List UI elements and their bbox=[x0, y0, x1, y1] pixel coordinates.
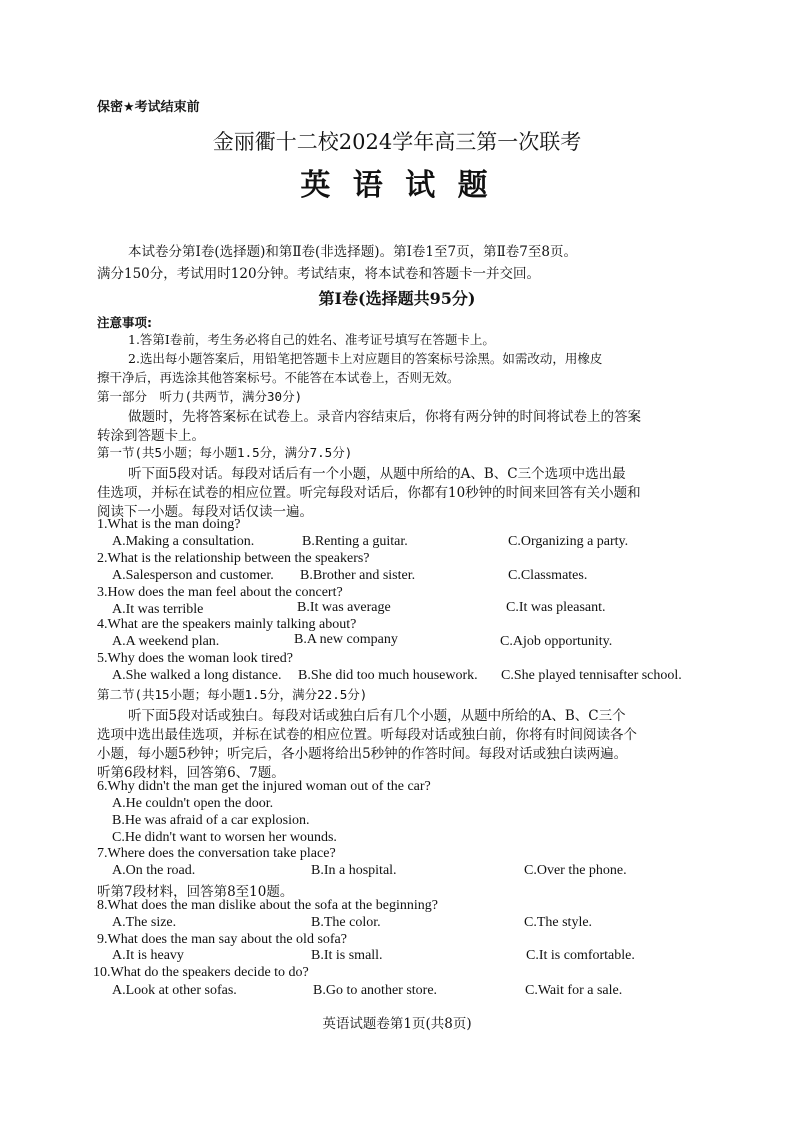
question-2-option-c: C.Classmates. bbox=[508, 568, 588, 583]
question-3-option-a: A.It was terrible bbox=[112, 602, 204, 617]
confidential-label: 保密★考试结束前 bbox=[97, 100, 200, 115]
question-5-stem: 5.Why does the woman look tired? bbox=[97, 651, 293, 666]
question-9-stem: 9.What does the man say about the old sofa? bbox=[97, 932, 347, 947]
question-6-option-a: A.He couldn't open the door. bbox=[112, 796, 274, 811]
question-2-option-a: A.Salesperson and customer. bbox=[112, 568, 274, 583]
subject-title: 英 语 试 题 bbox=[300, 168, 494, 203]
question-4-option-a: A.A weekend plan. bbox=[112, 634, 220, 649]
material-6-instruction: 听第6段材料，回答第6、7题。 bbox=[97, 765, 285, 781]
question-7-option-c: C.Over the phone. bbox=[524, 863, 627, 878]
page-footer: 英语试题卷第1页(共8页) bbox=[322, 1016, 472, 1032]
question-9-option-b: B.It is small. bbox=[311, 948, 383, 963]
question-7-stem: 7.Where does the conversation take place? bbox=[97, 846, 336, 861]
question-5-option-b: B.She did too much housework. bbox=[298, 668, 478, 683]
notes-item-2-line-1: 2.选出每小题答案后，用铅笔把答题卡上对应题目的答案标号涂黑。如需改动，用橡皮 bbox=[128, 351, 603, 366]
question-4-option-b: B.A new company bbox=[294, 632, 398, 647]
intro-line-2: 满分150分，考试用时120分钟。考试结束，将本试卷和答题卡一并交回。 bbox=[97, 266, 541, 282]
part1-desc-line-1: 做题时，先将答案标在试卷上。录音内容结束后，你将有两分钟的时间将试卷上的答案 bbox=[128, 409, 641, 425]
question-7-option-b: B.In a hospital. bbox=[311, 863, 397, 878]
question-10-option-b: B.Go to another store. bbox=[313, 983, 438, 998]
question-1-stem: 1.What is the man doing? bbox=[97, 517, 241, 532]
question-3-option-c: C.It was pleasant. bbox=[506, 600, 606, 615]
notes-heading: 注意事项: bbox=[97, 315, 152, 330]
question-8-option-b: B.The color. bbox=[311, 915, 381, 930]
question-8-option-a: A.The size. bbox=[112, 915, 177, 930]
section2-heading: 第二节(共15小题；每小题1.5分，满分22.5分) bbox=[97, 687, 368, 702]
question-10-stem: 10.What do the speakers decide to do? bbox=[93, 965, 309, 980]
question-5-option-c: C.She played tennisafter school. bbox=[501, 668, 682, 683]
question-6-stem: 6.Why didn't the man get the injured woman out of the car? bbox=[97, 779, 431, 794]
question-8-option-c: C.The style. bbox=[524, 915, 593, 930]
question-3-option-b: B.It was average bbox=[297, 600, 391, 615]
question-4-stem: 4.What are the speakers mainly talking about? bbox=[97, 617, 357, 632]
section1-desc-line-2: 佳选项，并标在试卷的相应位置。听完每段对话后，你都有10秒钟的时间来回答有关小题和 bbox=[97, 485, 641, 501]
question-6-option-b: B.He was afraid of a car explosion. bbox=[112, 813, 310, 828]
section2-desc-line-2: 选项中选出最佳选项，并标在试卷的相应位置。听每段对话或独白前，你将有时间阅读各个 bbox=[97, 727, 637, 743]
part1-desc-line-2: 转涂到答题卡上。 bbox=[97, 428, 205, 444]
part1-heading: 第一部分 听力(共两节，满分30分) bbox=[97, 389, 303, 404]
section1-desc-line-3: 阅读下一小题。每段对话仅读一遍。 bbox=[97, 504, 313, 520]
exam-title: 金丽衢十二校2024学年高三第一次联考 bbox=[212, 130, 582, 154]
question-5-option-a: A.She walked a long distance. bbox=[112, 668, 282, 683]
notes-item-2-line-2: 擦干净后，再选涂其他答案标号。不能答在本试卷上，否则无效。 bbox=[97, 370, 460, 385]
question-2-option-b: B.Brother and sister. bbox=[300, 568, 416, 583]
question-1-option-b: B.Renting a guitar. bbox=[302, 534, 408, 549]
notes-item-1: 1.答第Ⅰ卷前，考生务必将自己的姓名、准考证号填写在答题卡上。 bbox=[128, 332, 495, 347]
section2-desc-line-3: 小题，每小题5秒钟；听完后，各小题将给出5秒钟的作答时间。每段对话或独白读两遍。 bbox=[97, 746, 628, 762]
question-3-stem: 3.How does the man feel about the concert? bbox=[97, 585, 343, 600]
question-4-option-c: C.Ajob opportunity. bbox=[500, 634, 613, 649]
section1-desc-line-1: 听下面5段对话。每段对话后有一个小题，从题中所给的A、B、C三个选项中选出最 bbox=[128, 466, 626, 482]
question-10-option-a: A.Look at other sofas. bbox=[112, 983, 237, 998]
volume-title: 第Ⅰ卷(选择题共95分) bbox=[318, 289, 476, 308]
intro-line-1: 本试卷分第Ⅰ卷(选择题)和第Ⅱ卷(非选择题)。第Ⅰ卷1至7页，第Ⅱ卷7至8页。 bbox=[128, 244, 577, 260]
question-10-option-c: C.Wait for a sale. bbox=[525, 983, 623, 998]
material-7-instruction: 听第7段材料，回答第8至10题。 bbox=[97, 884, 294, 900]
question-9-option-c: C.It is comfortable. bbox=[526, 948, 635, 963]
question-8-stem: 8.What does the man dislike about the sofa at the beginning? bbox=[97, 898, 438, 913]
section1-heading: 第一节(共5小题；每小题1.5分，满分7.5分) bbox=[97, 445, 353, 460]
question-1-option-a: A.Making a consultation. bbox=[112, 534, 255, 549]
question-7-option-a: A.On the road. bbox=[112, 863, 196, 878]
question-2-stem: 2.What is the relationship between the speakers? bbox=[97, 551, 370, 566]
question-1-option-c: C.Organizing a party. bbox=[508, 534, 629, 549]
question-6-option-c: C.He didn't want to worsen her wounds. bbox=[112, 830, 337, 845]
question-9-option-a: A.It is heavy bbox=[112, 948, 184, 963]
section2-desc-line-1: 听下面5段对话或独白。每段对话或独白后有几个小题，从题中所给的A、B、C三个 bbox=[128, 708, 626, 724]
